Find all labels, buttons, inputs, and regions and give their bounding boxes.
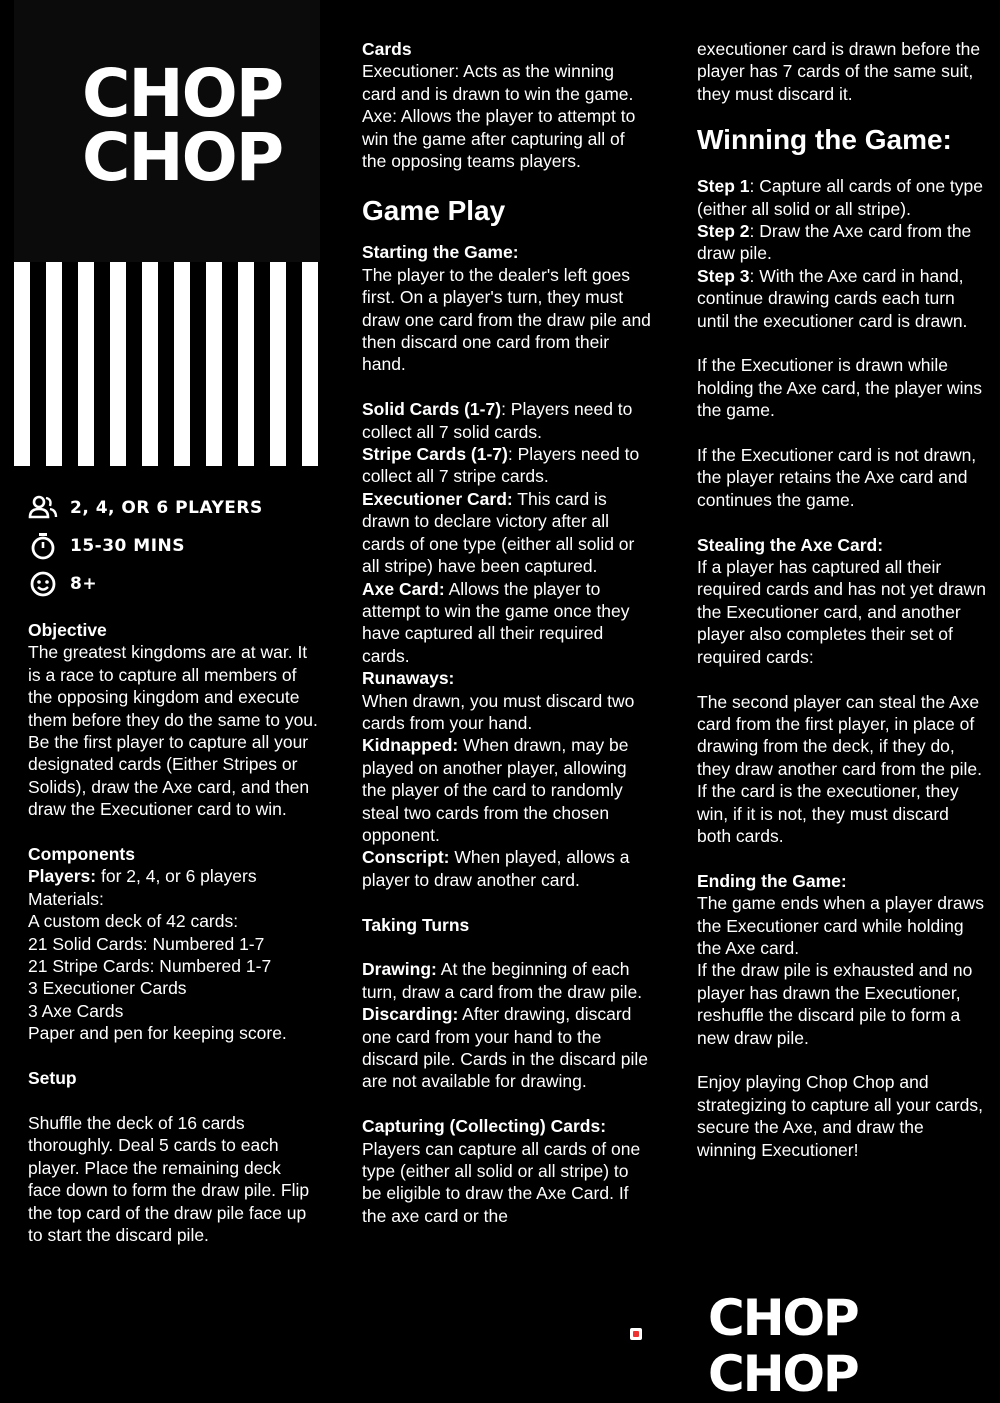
start-title: Starting the Game:: [362, 242, 519, 263]
players-info: [28, 493, 263, 523]
exec-text: This card is drawn to declare victory after all cards of one type (either all solid or all stripe) have been captured.: [362, 488, 635, 577]
discarding-label: Discarding:: [362, 1004, 459, 1025]
stripe-bar: [286, 262, 302, 466]
objective-title: Objective: [28, 620, 107, 640]
drawing-label: Drawing:: [362, 959, 437, 980]
players-value: for 2, 4, or 6 players: [96, 866, 257, 887]
steal-text: If a player has captured all their required cards and has not yet drawn the Executioner card, and another player also completes their set of required cards:: [697, 557, 986, 667]
time-text: 15-30 MINS: [70, 536, 186, 556]
material-item: 21 Stripe Cards: Numbered 1-7: [28, 956, 272, 977]
kidnapped-rule: [362, 734, 652, 846]
kidnapped-text: When drawn, may be played on another player, allowing the player of the card to randomly steal two cards from the chosen opponent.: [362, 735, 629, 845]
drawing-text: At the beginning of each turn, draw a card from the draw pile.: [362, 959, 643, 1002]
stripe-bar: [62, 262, 78, 466]
components-title: Components: [28, 844, 135, 865]
setup-text: Shuffle the deck of 16 cards thoroughly. Deal 5 cards to each player. Place the remaining deck face down to form the draw pile. Flip the top card of the draw pile face up to start the discard pile.: [28, 1112, 310, 1245]
smiley-icon: [28, 569, 58, 599]
players-icon: [28, 493, 58, 523]
runaways-label: Runaways:: [362, 668, 455, 689]
stripe-bar: [158, 262, 174, 466]
winning-title: Winning the Game:: [697, 124, 952, 156]
stripe-label: Stripe Cards (1-7): [362, 444, 508, 465]
gameplay-title: Game Play: [362, 195, 506, 227]
time-info: [28, 531, 185, 561]
logo-line-1: CHOP: [82, 55, 283, 132]
conscript-rule: [362, 846, 652, 891]
step-2-text: : Draw the Axe card from the draw pile.: [697, 221, 972, 264]
column-1: [28, 619, 318, 1246]
steal-text-2: The second player can steal the Axe card from the first player, in place of drawing from the deck, if they do, they draw another card from the pile. If the card is the executioner, they win, if it is not, they must discard both cards.: [697, 691, 983, 846]
stopwatch-icon: [28, 531, 58, 561]
material-item: A custom deck of 42 cards:: [28, 911, 239, 932]
win-paragraph-1: If the Executioner is drawn while holding the Axe card, the player wins the game.: [697, 355, 983, 421]
enjoy-text: Enjoy playing Chop Chop and strategizing to capture all your cards, secure the Axe, and draw the winning Executioner!: [697, 1072, 983, 1160]
step-3: [697, 265, 987, 332]
continued-text: executioner card is drawn before the player has 7 cards of the same suit, they must discard it.: [697, 39, 981, 104]
discarding-text: After drawing, discard one card from your hand to the discard pile. Cards in the discard pile are not available for drawing.: [362, 1004, 648, 1092]
stripe-bar: [30, 262, 46, 466]
stripe-text: : Players need to collect all 7 stripe cards.: [362, 444, 640, 487]
ending-title: Ending the Game:: [697, 870, 847, 891]
solid-cards-rule: [362, 398, 652, 443]
footer-logo: CHOP CHOP: [708, 1289, 858, 1403]
step-1: [697, 175, 987, 220]
drawing-rule: [362, 958, 652, 1003]
capturing-text: Players can capture all cards of one type (either all solid or all stripe) to be eligible to draw the Axe Card. If the axe card or the: [362, 1138, 641, 1226]
stripe-bar: [190, 262, 206, 466]
stripe-bar: [94, 262, 110, 466]
material-item: 3 Axe Cards: [28, 1000, 124, 1021]
exec-label: Executioner Card:: [362, 488, 513, 509]
age-info: [28, 569, 97, 599]
axe-text: Allows the player to attempt to win the game once they have captured all their required cards.: [362, 578, 630, 666]
ending-text-2: If the draw pile is exhausted and no player has drawn the Executioner, reshuffle the discard pile to form a new draw pile.: [697, 960, 973, 1048]
axe-rule: [362, 578, 652, 668]
objective-text: The greatest kingdoms are at war. It is a race to capture all members of the opposing kingdom and execute them before they do the same to you. Be the first player to capture all your designated cards (Either Stripes or Solids), draw the Axe card, and then draw the Executioner card to win.: [28, 642, 318, 820]
conscript-text: When played, allows a player to draw another card.: [362, 847, 630, 890]
kidnapped-label: Kidnapped:: [362, 735, 459, 756]
material-item: Paper and pen for keeping score.: [28, 1023, 287, 1044]
stripe-bar: [254, 262, 270, 466]
runaways-text: When drawn, you must discard two cards from your hand.: [362, 690, 635, 733]
solid-text: : Players need to collect all 7 solid cards.: [362, 399, 633, 442]
stripe-pattern: [14, 262, 334, 466]
solid-label: Solid Cards (1-7): [362, 399, 502, 420]
win-paragraph-2: If the Executioner card is not drawn, the player retains the Axe card and continues the game.: [697, 445, 977, 510]
players-line: [28, 865, 318, 887]
logo: [82, 55, 283, 196]
stripe-cards-rule: [362, 443, 652, 488]
players-text: 2, 4, OR 6 PLAYERS: [70, 498, 263, 518]
setup-title: Setup: [28, 1068, 77, 1089]
axe-label: Axe Card:: [362, 578, 445, 599]
cards-axe: Axe: Allows the player to attempt to win the game after capturing all of the opposing teams players.: [362, 106, 636, 172]
materials-label: Materials:: [28, 888, 104, 909]
page-marker-icon: [630, 1328, 642, 1340]
age-text: 8+: [70, 574, 98, 594]
start-text: The player to the dealer's left goes first. On a player's turn, they must draw one card from the draw pile and then discard one card from their hand.: [362, 264, 651, 375]
players-label: Players:: [28, 866, 97, 887]
stripe-bar: [318, 262, 334, 466]
logo-line-2: CHOP: [82, 119, 283, 196]
column-2: [362, 38, 652, 1227]
stripe-bar: [126, 262, 142, 466]
cards-title: Cards: [362, 39, 412, 59]
step-1-label: Step 1: [697, 176, 750, 197]
step-1-text: : Capture all cards of one type (either all solid or all stripe).: [697, 176, 983, 219]
discarding-rule: [362, 1003, 652, 1093]
step-3-label: Step 3: [697, 265, 750, 286]
stripe-bar: [222, 262, 238, 466]
step-2-label: Step 2: [697, 221, 750, 242]
executioner-rule: [362, 488, 652, 578]
conscript-label: Conscript:: [362, 847, 450, 868]
capturing-title: Capturing (Collecting) Cards:: [362, 1116, 607, 1137]
turns-title: Taking Turns: [362, 914, 470, 935]
cards-executioner: Executioner: Acts as the winning card and is drawn to win the game.: [362, 61, 634, 104]
step-2: [697, 220, 987, 265]
material-item: 3 Executioner Cards: [28, 978, 187, 999]
material-item: 21 Solid Cards: Numbered 1-7: [28, 933, 265, 954]
column-3: [697, 38, 987, 1161]
ending-text: The game ends when a player draws the Executioner card while holding the Axe card.: [697, 893, 984, 958]
steal-title: Stealing the Axe Card:: [697, 534, 884, 555]
step-3-text: : With the Axe card in hand, continue drawing cards each turn until the executioner card is drawn.: [697, 265, 968, 331]
